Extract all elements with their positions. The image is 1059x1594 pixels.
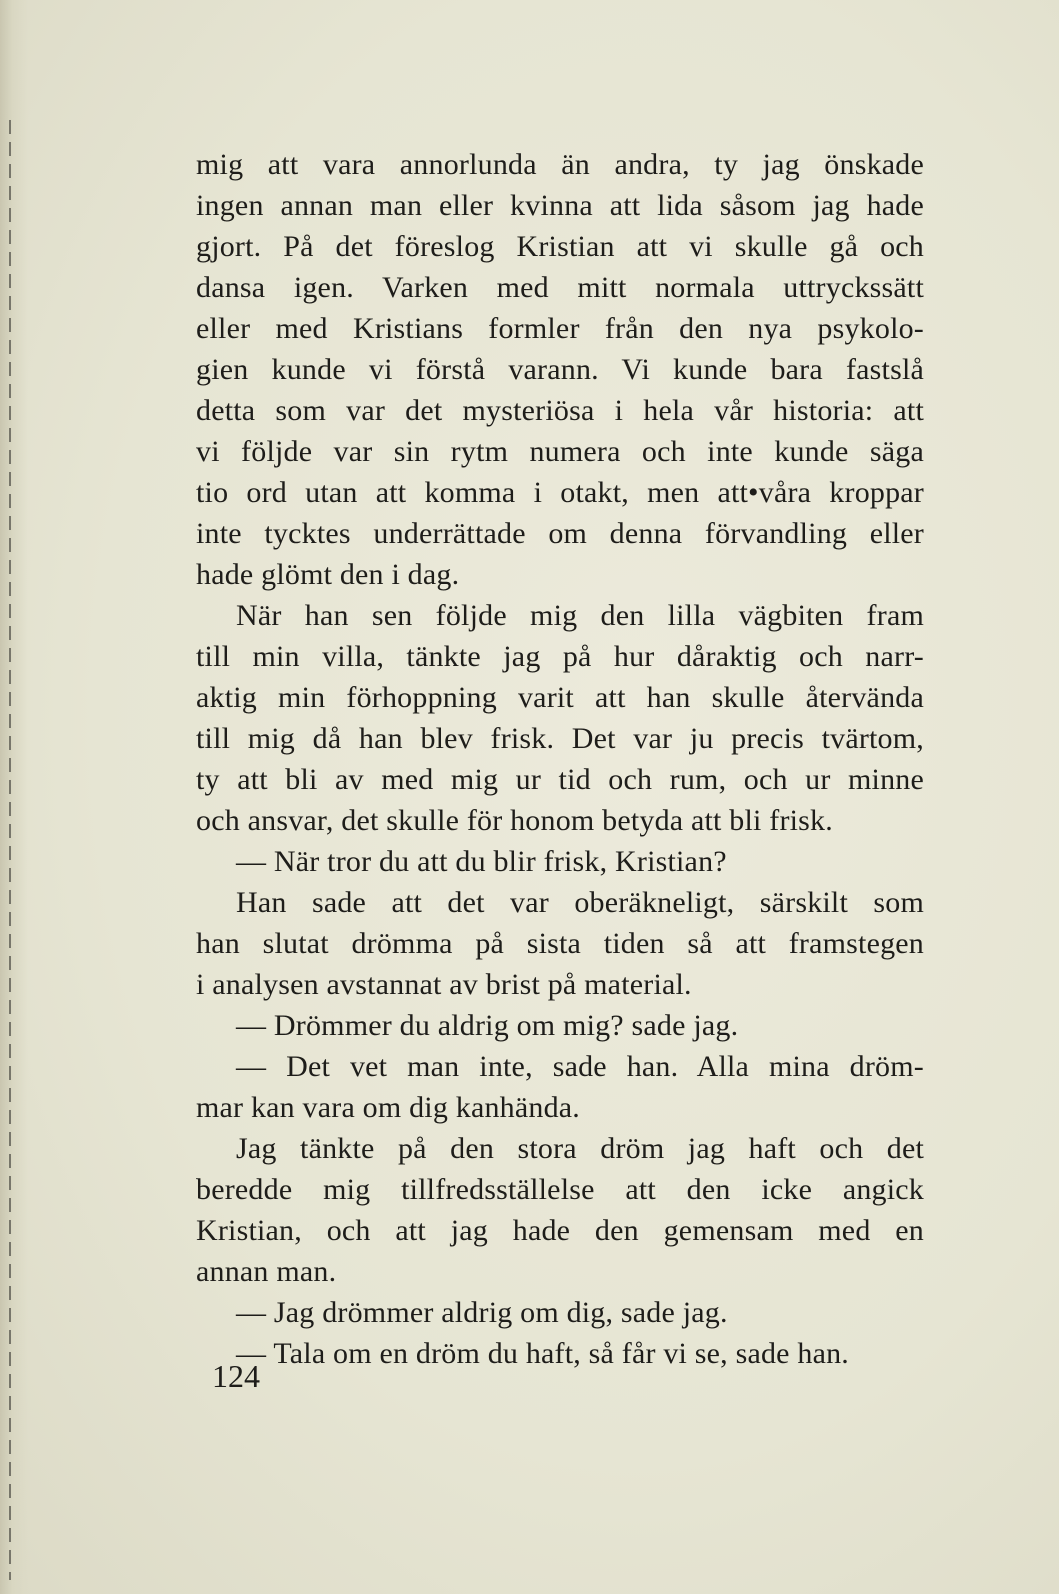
text-line: hade glömt den i dag. [196,558,460,591]
binding-stitch-line [9,120,11,1580]
text-line: eller med Kristians formler från den nya psykolo- [196,312,924,345]
dialogue-line: — Det vet man inte, sade han. Alla mina dröm- [236,1050,924,1083]
text-line: Kristian, och att jag hade den gemensam med en [196,1214,924,1247]
text-line: vi följde var sin rytm numera och inte kunde säga [196,435,924,468]
text-line: inte tycktes underrättade om denna förvandling eller [196,517,924,550]
text-line: aktig min förhoppning varit att han skulle återvända [196,681,924,714]
text-line: till mig då han blev frisk. Det var ju precis tvärtom, [196,722,924,755]
text-line: tio ord utan att komma i otakt, men att•våra kroppar [196,476,924,509]
binding-gutter [0,0,28,1594]
dialogue-line: — När tror du att du blir frisk, Kristian? [236,845,727,878]
page-number: 124 [212,1358,260,1394]
text-line: ingen annan man eller kvinna att lida såsom jag hade [196,189,924,222]
dialogue-line: — Drömmer du aldrig om mig? sade jag. [236,1009,739,1042]
text-line: dansa igen. Varken med mitt normala uttryckssätt [196,271,924,304]
text-line: annan man. [196,1255,337,1288]
page-text [196,144,924,1374]
dialogue-line: — Jag drömmer aldrig om dig, sade jag. [236,1296,728,1329]
text-line: ty att bli av med mig ur tid och rum, och ur minne [196,763,924,796]
text-line: mig att vara annorlunda än andra, ty jag önskade [196,148,924,181]
text-line: beredde mig tillfredsställelse att den icke angick [196,1173,924,1206]
text-line: Han sade att det var oberäkneligt, särskilt som [236,886,924,919]
text-line: mar kan vara om dig kanhända. [196,1091,580,1124]
text-line: i analysen avstannat av brist på material. [196,968,692,1001]
text-line: till min villa, tänkte jag på hur dåraktig och narr- [196,640,924,673]
text-line: gien kunde vi förstå varann. Vi kunde bara fastslå [196,353,924,386]
text-line: Jag tänkte på den stora dröm jag haft och det [236,1132,924,1165]
text-line: När han sen följde mig den lilla vägbiten fram [236,599,924,632]
dialogue-line: — Tala om en dröm du haft, så får vi se, sade han. [236,1337,850,1370]
text-line: detta som var det mysteriösa i hela vår historia: att [196,394,924,427]
text-line: han slutat drömma på sista tiden så att framstegen [196,927,924,960]
text-line: och ansvar, det skulle för honom betyda att bli frisk. [196,804,833,837]
text-line: gjort. På det föreslog Kristian att vi skulle gå och [196,230,924,263]
